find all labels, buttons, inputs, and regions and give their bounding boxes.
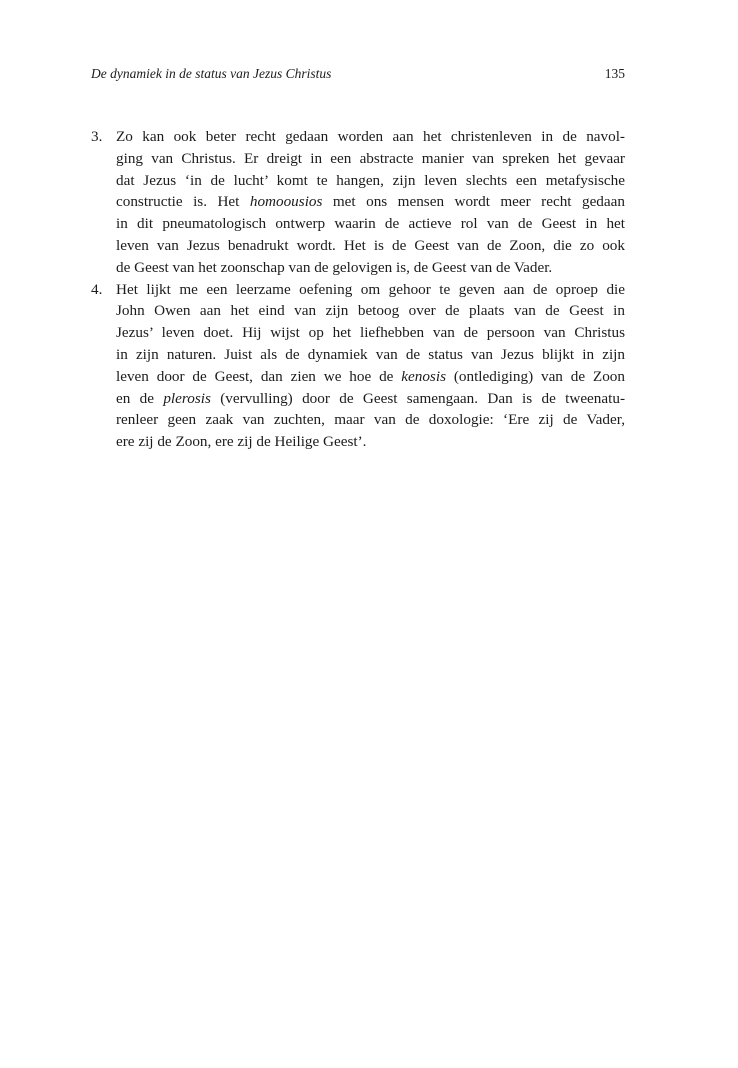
italic-term: homoousios [249,193,323,211]
text-run: ging van Christus. Er dreigt in een abstracte manier van spreken het gevaar [116,149,625,167]
text-line [116,279,625,301]
text-line [116,191,625,213]
italic-term: plerosis [163,389,211,407]
text-line [116,213,625,235]
text-run: Jezus’ leven doet. Hij wijst op het liefhebben van de persoon van Christus [116,324,625,342]
text-run: en de [116,389,164,407]
text-run: met ons mensen wordt meer recht gedaan [322,193,625,211]
text-line [116,431,625,453]
text-line [116,235,625,257]
text-run: in dit pneumatologisch ontwerp waarin de actieve rol van de Geest in het [116,215,625,233]
text-line [116,148,625,170]
text-line [116,409,625,431]
page-number: 135 [604,66,625,81]
italic-term: kenosis [401,367,446,385]
text-line [116,366,625,388]
text-run: ere zij de Zoon, ere zij de Heilige Geest’. [116,433,367,451]
text-run: dat Jezus ‘in de lucht’ komt te hangen, zijn leven slechts een metafysische [116,171,625,189]
list-item-text [116,126,625,279]
list-item-text [116,279,625,453]
text-run: constructie is. Het [116,193,250,211]
numbered-list [91,126,625,453]
running-title: De dynamiek in de status van Jezus Christus [91,66,332,81]
text-run: renleer geen zaak van zuchten, maar van de doxologie: ‘Ere zij de Vader, [116,411,625,429]
text-line [116,257,625,279]
text-line [116,300,625,322]
list-item-number: 3. [91,128,103,145]
text-run: (vervulling) door de Geest samengaan. Dan is de tweenatu- [210,389,625,407]
text-run: (ontlediging) van de Zoon [445,367,625,385]
text-line [116,388,625,410]
text-line [116,344,625,366]
text-run: de Geest van het zoonschap van de gelovigen is, de Geest van de Vader. [116,258,553,276]
list-item-4 [91,279,625,453]
text-run: Zo kan ook beter recht gedaan worden aan het christenleven in de navol- [116,128,625,145]
text-run: in zijn naturen. Juist als de dynamiek van de status van Jezus blijkt in zijn [116,345,625,363]
text-line [116,126,625,148]
running-header [91,64,625,84]
text-line [116,322,625,344]
list-item-3 [91,126,625,279]
text-line [116,170,625,192]
text-run: leven door de Geest, dan zien we hoe de [116,367,402,385]
text-run: leven van Jezus benadrukt wordt. Het is de Geest van de Zoon, die zo ook [116,236,625,254]
text-run: Het lijkt me een leerzame oefening om gehoor te geven aan de oproep die [116,280,625,298]
text-run: John Owen aan het eind van zijn betoog over de plaats van de Geest in [116,302,625,320]
list-item-number: 4. [91,280,103,298]
